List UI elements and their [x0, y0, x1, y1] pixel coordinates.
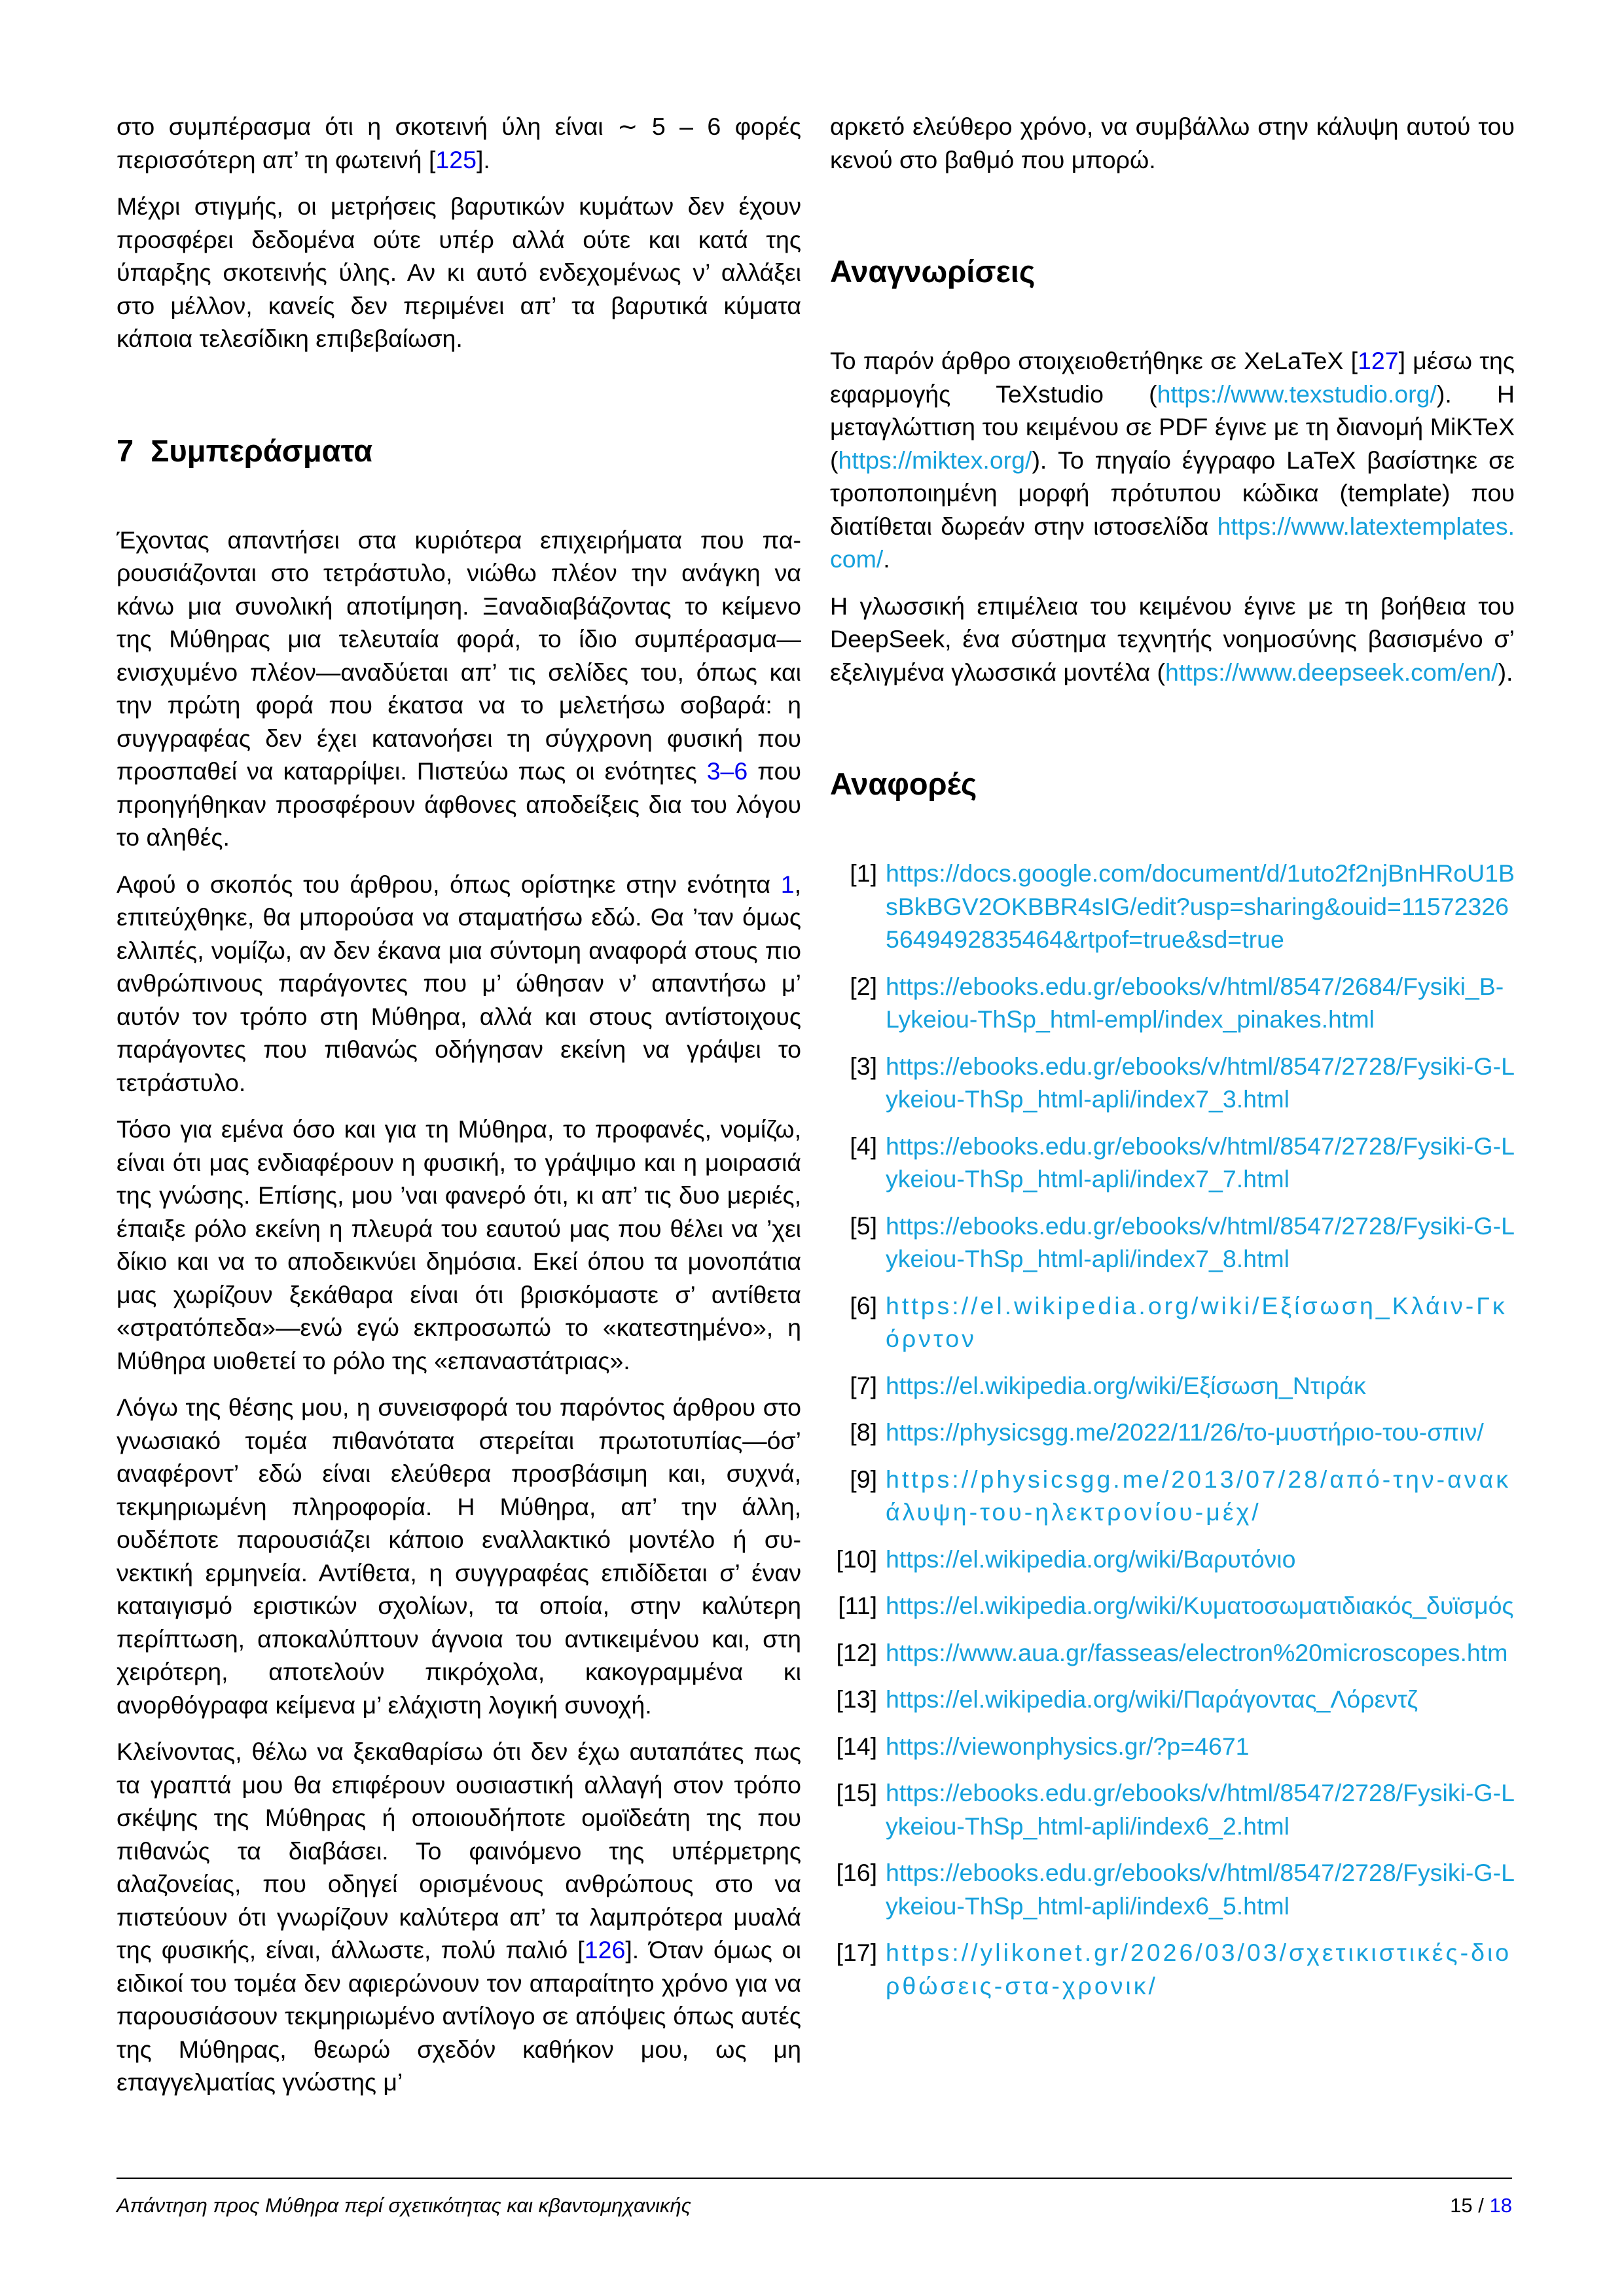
- reference-item: [830, 1416, 1515, 1449]
- reference-link[interactable]: https://ebooks.edu.gr/ebooks/v/html/8547/2728/Fysiki-G-Lykeiou-ThSp_html-apli/index6_2.html: [886, 1779, 1515, 1840]
- paragraph: Τόσο για εμένα όσο και για τη Μύθηρα, το προφανές, νομίζω, είναι ότι μας ενδιαφέρουν η φυσική, το γράψιμο και η μοιρασιά της γνώσης. Επίσης, μου ’ναι φανερό ότι, κι απ’ τις δυο μεριές, έπαιξε ρόλο εκείνη η πλευρά του εαυτού μας που θέλει να ’χει δίκιο και να το αποδεικνύει δημόσια. Εκεί όπου τα μονοπάτια μας χωρίζουν ξεκάθαρα είναι ότι βρισκόμαστε σ’ αντίθετα «στρατόπεδα»—ενώ εγώ εκπροσωπώ το «κατεστημένο», η Μύθηρα υιοθετεί το ρόλο της «επαναστάτριας».: [117, 1115, 801, 1374]
- paragraph: Λόγω της θέσης μου, η συνεισφορά του παρόντος άρθρου στο γνωσιακό τομέα πιθανότατα στερείται πρωτοτυπίας—όσ’ αναφέροντ’ εδώ είναι ελεύθερα προσβάσιμη και, συχνά, τεκμηριωμένη πληροφορία. Η Μύθηρα, απ’ την άλλη, ουδέποτε παρουσιάζει κάποιο εναλλακτικό μοντέλο ή συνεκτική ερμηνεία. Αντίθετα, η συγγραφέας επιδίδεται σ’ έναν καταιγισμό εριστικών σχολίων, τα οποία, στην καλύτερη περίπτωση, αποκαλύπτουν άγνοια του αντικειμένου και, στη χειρότερη, αποτελούν πικρόχολα, κακογραμμένα κι ανορθόγραφα κείμενα μ’ ελάχιστη λογική συνοχή.: [117, 1393, 801, 1719]
- references-heading: Αναφορές: [830, 766, 977, 801]
- reference-link[interactable]: https://docs.google.com/document/d/1uto2f2njBnHRoU1BsBkBGV2OKBBR4sIG/edit?usp=sharing&ouid=115723265649492835464&rtpof=true&sd=true: [886, 859, 1515, 953]
- reference-link[interactable]: https://el.wikipedia.org/wiki/Εξίσωση_Ντιράκ: [886, 1371, 1366, 1399]
- paragraph: Αφού ο σκοπός του άρθρου, όπως ορίστηκε στην ενότητα 1, επιτεύχθηκε, θα μπορούσα να σταματήσω εδώ. Θα ’ταν όμως ελλιπές, νομίζω, αν δεν έκανα μια σύντομη αναφορά στους πιο ανθρώπινους παράγοντες που μ’ ώθησαν ν’ απαντήσω μ’ αυτόν τον τρόπο στη Μύθηρα, αλλά και στους αντίστοιχους παράγοντες που πιθανώς οδήγησαν εκείνη να γράψει το τετράστυλο.: [117, 870, 801, 1096]
- references-list: [830, 857, 1515, 2002]
- reference-link[interactable]: https://ebooks.edu.gr/ebooks/v/html/8547/2728/Fysiki-G-Lykeiou-ThSp_html-apli/index7_7.html: [886, 1132, 1515, 1193]
- reference-label: [13]: [836, 1685, 877, 1713]
- reference-label: [16]: [836, 1859, 877, 1886]
- reference-label: [7]: [850, 1371, 877, 1399]
- section-title: Συμπεράσματα: [151, 433, 373, 468]
- reference-item: [830, 1463, 1515, 1529]
- section-link[interactable]: 3: [706, 757, 721, 785]
- reference-item: [830, 1856, 1515, 1922]
- reference-item: [830, 1683, 1515, 1716]
- reference-link[interactable]: https://el.wikipedia.org/wiki/Κυματοσωματιδιακός_δυϊσμός: [886, 1592, 1514, 1619]
- paragraph: Μέχρι στιγμής, οι μετρήσεις βαρυτικών κυμάτων δεν έχουν προσφέρει δεδομένα ούτε υπέρ αλλά ούτε και κατά της ύπαρξης σκοτεινής ύλης. Αν κι αυτό ενδεχομένως ν’ αλλάξει στο μέλλον, κανείς δεν περιμένει απ’ τα βαρυτικά κύματα κάποια τελεσίδικη επιβεβαίωση.: [117, 192, 801, 352]
- reference-item: [830, 1050, 1515, 1116]
- reference-label: [11]: [838, 1592, 877, 1619]
- latextemplates-link[interactable]: https://www.latextemplates.com/: [830, 512, 1515, 573]
- reference-label: [8]: [850, 1418, 877, 1446]
- reference-item: [830, 1776, 1515, 1842]
- reference-item: [830, 1130, 1515, 1196]
- reference-item: [830, 1936, 1515, 2002]
- reference-link[interactable]: https://el.wikipedia.org/wiki/Βαρυτόνιο: [886, 1545, 1296, 1573]
- texstudio-link[interactable]: https://www.texstudio.org/: [1157, 380, 1437, 408]
- reference-label: [1]: [850, 859, 877, 887]
- reference-link[interactable]: https://ebooks.edu.gr/ebooks/v/html/8547/2728/Fysiki-G-Lykeiou-ThSp_html-apli/index6_5.html: [886, 1859, 1515, 1920]
- section-link[interactable]: 1: [780, 870, 795, 898]
- reference-link[interactable]: https://ebooks.edu.gr/ebooks/v/html/8547/2684/Fysiki_B-Lykeiou-ThSp_html-empl/index_pinakes.html: [886, 972, 1504, 1033]
- paragraph: Έχοντας απαντήσει στα κυριότερα επιχειρήματα που παρουσιάζονται στο τετράστυλο, νιώθω πλέον την ανάγκη να κάνω μια συνολική αποτίμηση. Ξαναδιαβάζοντας το κείμενο της Μύθηρας μια τελευταία φορά, το ίδιο συμπέρασμα—ενισχυμένο πλέον—αναδύεται απ’ τις σελίδες του, όπως και την πρώτη φορά που έκατσα να το μελετήσω σοβαρά: η συγγραφέας δεν έχει κατανοήσει τη σύγχρονη φυσική που προσπαθεί να καταρρίψει. Πιστεύω πως οι ενότητες 3–6 που προηγήθηκαν προσφέρουν άφθονες αποδείξεις δια του λόγου το αληθές.: [117, 526, 801, 851]
- paragraph: στο συμπέρασμα ότι η σκοτεινή ύλη είναι ∼ 5 – 6 φορές περισσότερη απ’ τη φωτεινή [125].: [117, 113, 801, 173]
- reference-link[interactable]: https://ylikonet.gr/2026/03/03/σχετικιστικές-διορθώσεις-στα-χρονικ/: [886, 1939, 1512, 2000]
- page-current: 15: [1450, 2194, 1473, 2217]
- reference-item: [830, 970, 1515, 1036]
- reference-label: [12]: [836, 1638, 877, 1666]
- reference-label: [17]: [836, 1939, 877, 1966]
- reference-item: [830, 1369, 1515, 1403]
- right-column: [830, 110, 1515, 2016]
- page-number: 15 / 18: [1450, 2194, 1512, 2217]
- reference-label: [15]: [836, 1779, 877, 1806]
- reference-link[interactable]: https://el.wikipedia.org/wiki/Παράγοντας_Λόρεντζ: [886, 1685, 1418, 1713]
- acknowledgements-heading: Αναγνωρίσεις: [830, 254, 1036, 289]
- section-heading: [117, 433, 801, 469]
- footer-document-title: Απάντηση προς Μύθηρα περί σχετικότητας και κβαντομηχανικής: [117, 2194, 691, 2217]
- reference-label: [4]: [850, 1132, 877, 1160]
- citation-link[interactable]: 126: [584, 1936, 626, 1964]
- deepseek-link[interactable]: https://www.deepseek.com/en/: [1164, 658, 1498, 686]
- reference-item: [830, 857, 1515, 956]
- paragraph: αρκετό ελεύθερο χρόνο, να συμβάλλω στην κάλυψη αυτού του κενού στο βαθμό που μπορώ.: [830, 113, 1515, 173]
- paragraph: Το παρόν άρθρο στοιχειοθετήθηκε σε XeLaTeX [127] μέσω της εφαρμογής TeXstudio (https://www.texstudio.org/). Η μεταγλώττιση του κειμένου σε PDF έγινε με τη διανομή MiKTeX (https://miktex.org/). Το πηγαίο έγγραφο LaTeX βασίστηκε σε τροποποιημένη μορφή πρότυπου κώδικα (template) που διατίθεται δωρεάν στην ιστοσελίδα https://www.latextemplates.com/.: [830, 347, 1515, 573]
- reference-item: [830, 1543, 1515, 1576]
- reference-item: [830, 1730, 1515, 1763]
- reference-label: [3]: [850, 1052, 877, 1080]
- paragraph: Η γλωσσική επιμέλεια του κειμένου έγινε με τη βοήθεια του DeepSeek, ένα σύστημα τεχνητής νοημοσύνης βασισμένο σ’ εξελιγμένα γλωσσικά μοντέλα (https://www.deepseek.com/en/).: [830, 592, 1515, 686]
- reference-link[interactable]: https://ebooks.edu.gr/ebooks/v/html/8547/2728/Fysiki-G-Lykeiou-ThSp_html-apli/index7_3.html: [886, 1052, 1515, 1113]
- reference-link[interactable]: https://www.aua.gr/fasseas/electron%20microscopes.htm: [886, 1638, 1508, 1666]
- reference-item: [830, 1210, 1515, 1276]
- reference-link[interactable]: https://viewonphysics.gr/?p=4671: [886, 1732, 1250, 1760]
- citation-link[interactable]: 127: [1358, 347, 1399, 374]
- reference-item: [830, 1589, 1515, 1623]
- section-link[interactable]: 6: [734, 757, 748, 785]
- reference-label: [2]: [850, 972, 877, 1000]
- paragraph: Κλείνοντας, θέλω να ξεκαθαρίσω ότι δεν έχω αυταπάτες πως τα γραπτά μου θα επιφέρουν ουσιαστική αλλαγή στον τρόπο σκέψης της Μύθηρας ή οποιουδήποτε ομοϊδεάτη της που πιθανώς τα διαβάσει. Το φαινόμενο της υπέρμετρης αλαζονείας, που οδηγεί ορισμένους ανθρώπους στο να πιστεύουν ότι γνωρίζουν καλύτερα απ’ τα λαμπρότερα μυαλά της φυσικής, είναι, άλλωστε, πολύ παλιό [126]. Όταν όμως οι ειδικοί του τομέα δεν αφιερώνουν τον απαραίτητο χρόνο για να παρουσιάσουν τεκμηριωμένο αντίλογο σε απόψεις όπως αυτές της Μύθηρας, θεωρώ σχεδόν καθήκον μου, ως μη επαγγελματίας γνώστης μ’: [117, 1738, 801, 2096]
- reference-link[interactable]: https://ebooks.edu.gr/ebooks/v/html/8547/2728/Fysiki-G-Lykeiou-ThSp_html-apli/index7_8.html: [886, 1211, 1515, 1272]
- reference-item: [830, 1289, 1515, 1355]
- miktex-link[interactable]: https://miktex.org/: [838, 446, 1032, 474]
- left-column: [117, 110, 801, 2113]
- reference-link[interactable]: https://physicsgg.me/2013/07/28/από-την-ανακάλυψη-του-ηλεκτρονίου-μέχ/: [886, 1465, 1511, 1526]
- reference-label: [6]: [850, 1291, 877, 1319]
- reference-label: [10]: [836, 1545, 877, 1573]
- reference-label: [9]: [850, 1465, 877, 1493]
- reference-link[interactable]: https://physicsgg.me/2022/11/26/το-μυστήριο-του-σπιν/: [886, 1418, 1484, 1446]
- reference-link[interactable]: https://el.wikipedia.org/wiki/Εξίσωση_Κλάιν-Γκόρντον: [886, 1291, 1507, 1352]
- section-number: 7: [117, 433, 134, 468]
- reference-label: [5]: [850, 1211, 877, 1240]
- footer-divider: [117, 2178, 1512, 2179]
- citation-link[interactable]: 125: [435, 145, 477, 173]
- page-total-link[interactable]: 18: [1489, 2194, 1512, 2217]
- reference-label: [14]: [836, 1732, 877, 1760]
- reference-item: [830, 1636, 1515, 1670]
